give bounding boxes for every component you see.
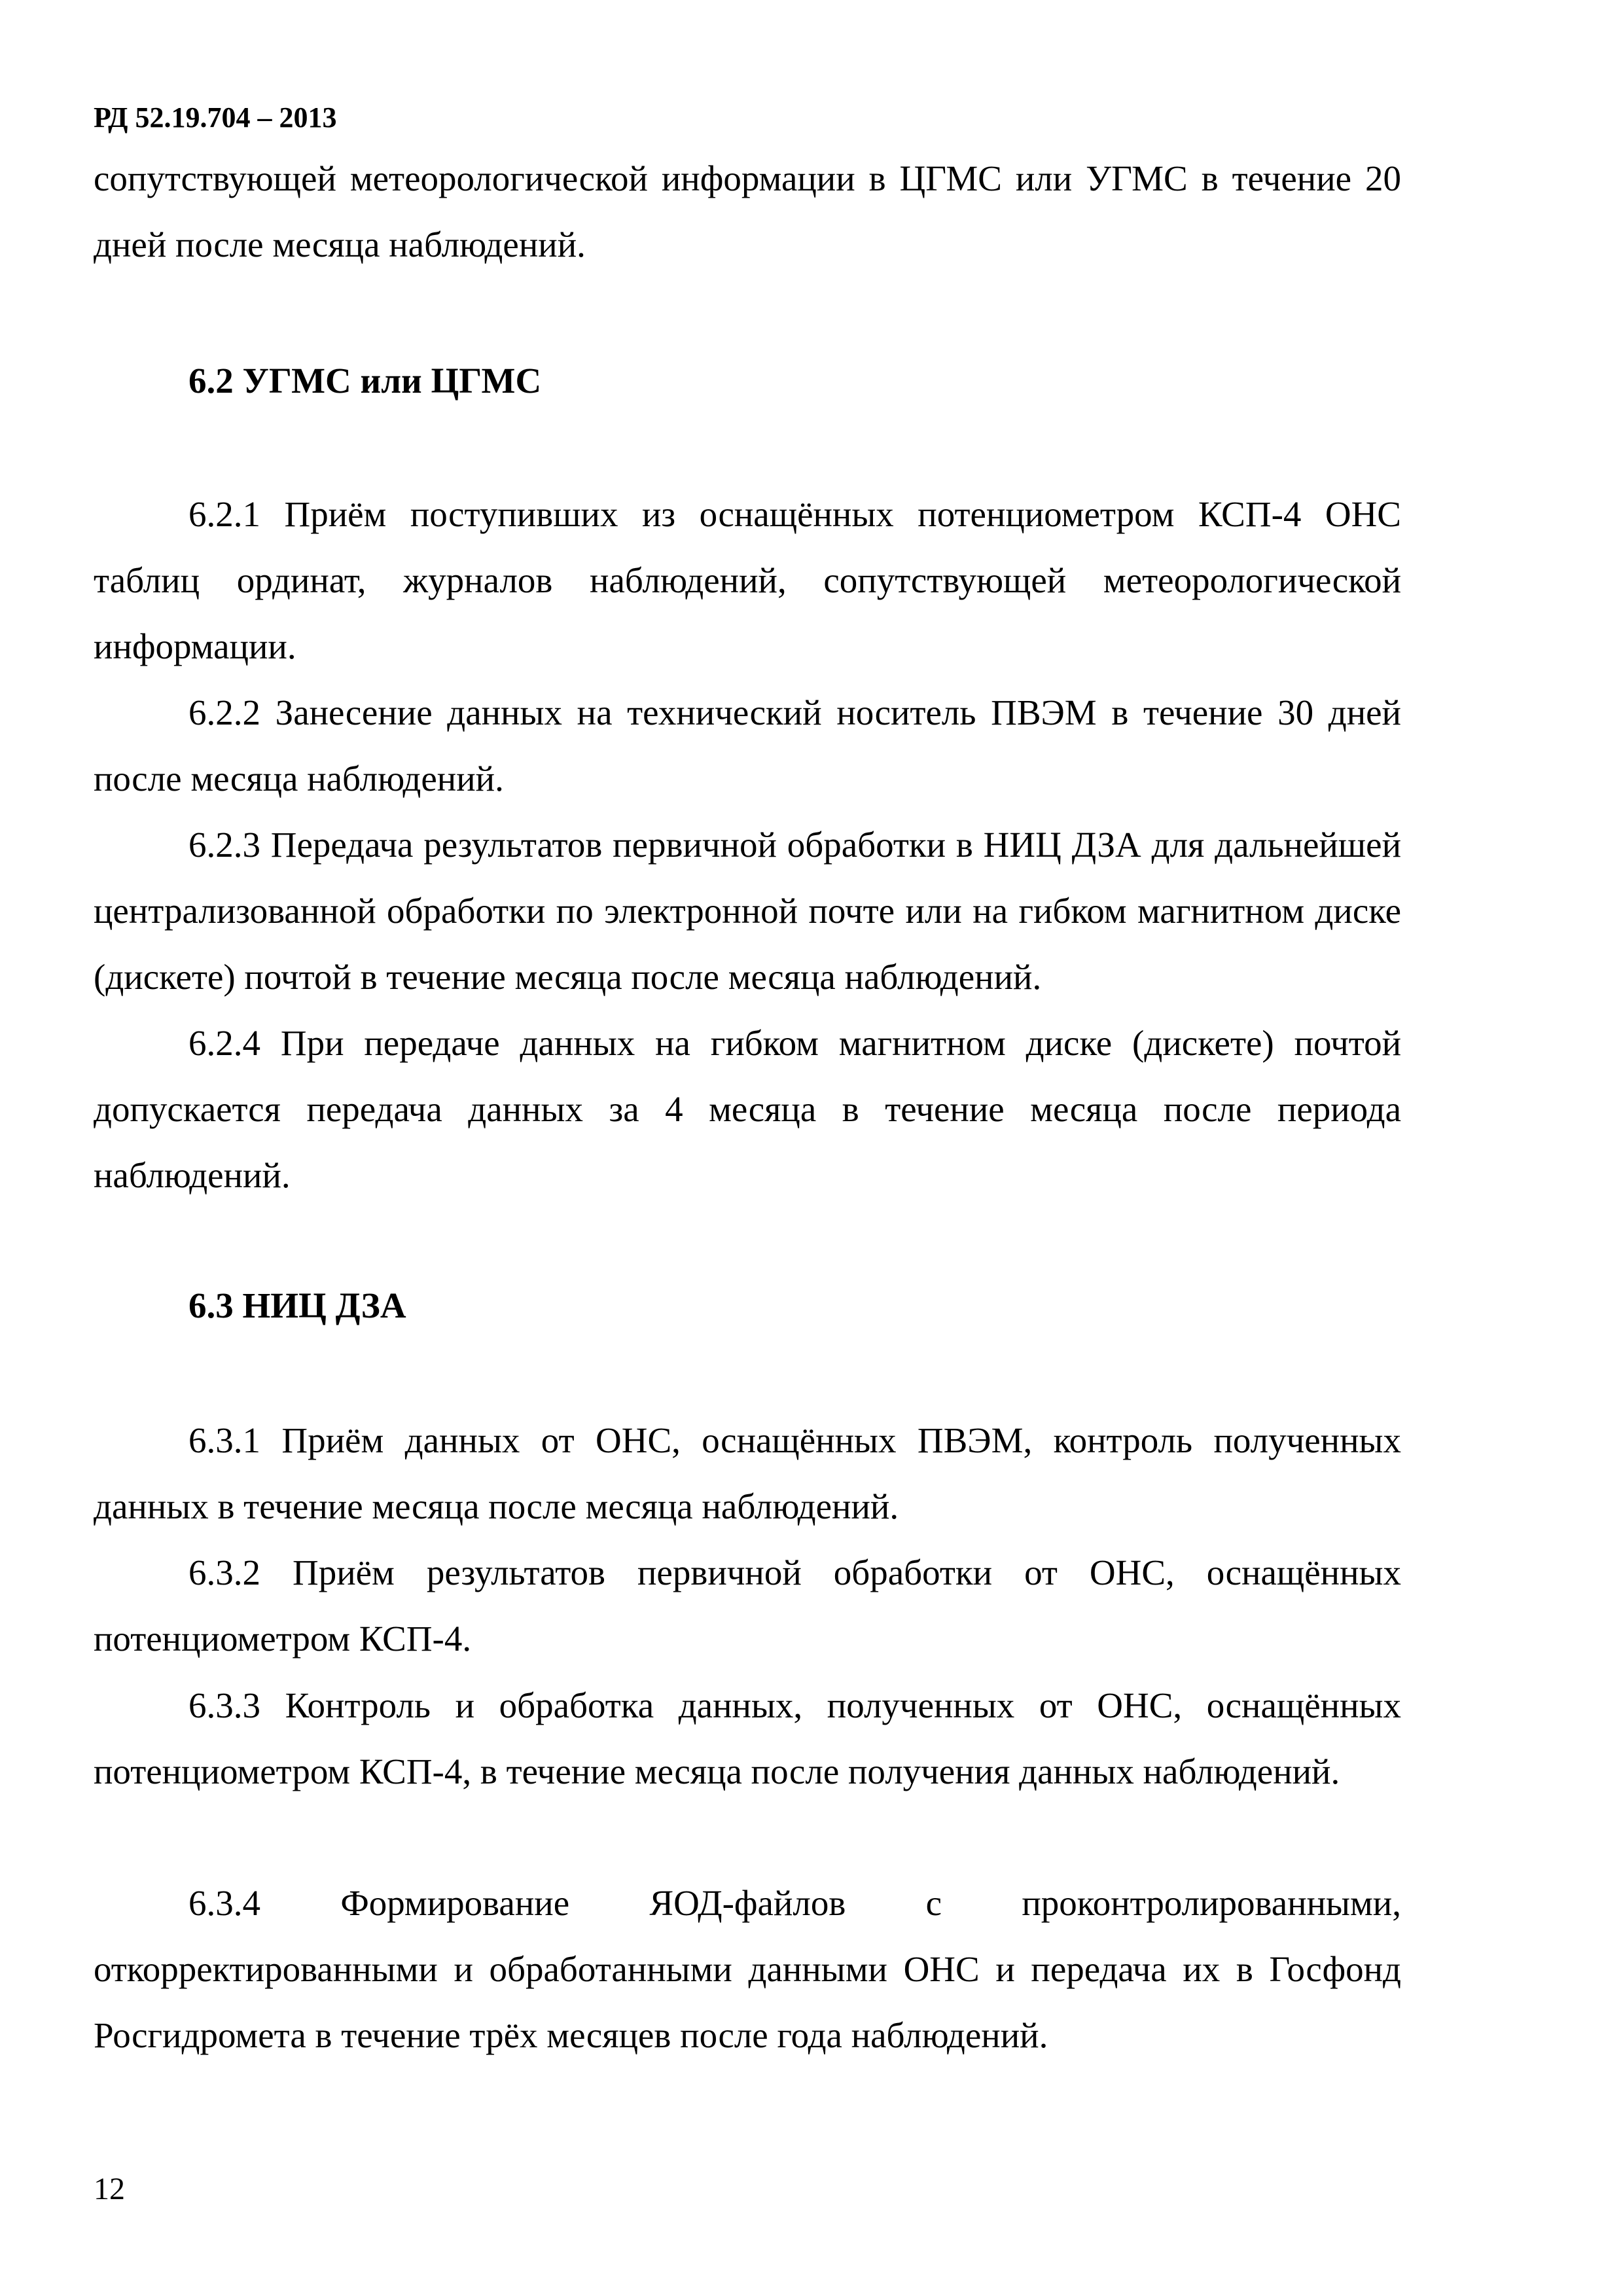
section-6-3-heading: 6.3 НИЦ ДЗА [188,1285,406,1325]
paragraph-6-3-1: 6.3.1 Приём данных от ОНС, оснащённых ПВЭМ, контроль полученных данных в течение месяца после месяца наблюдений. [94,1420,1401,1526]
paragraph-6-2-3: 6.2.3 Передача результатов первичной обработки в НИЦ ДЗА для дальнейшей централизованной обработки по электронной почте или на гибком магнитном диске (дискете) почтой в течение месяца после месяца наблюдений. [94,825,1401,997]
paragraph-6-2-4: 6.2.4 При передаче данных на гибком магнитном диске (дискете) почтой допускается передача данных за 4 месяца в течение месяца после периода наблюдений. [94,1023,1401,1195]
document-code-header: РД 52.19.704 – 2013 [94,101,337,134]
paragraph-6-3-3: 6.3.3 Контроль и обработка данных, полученных от ОНС, оснащённых потенциометром КСП-4, в течение месяца после получения данных наблюдений. [94,1685,1401,1791]
section-6-2-heading: 6.2 УГМС или ЦГМС [188,361,542,401]
intro-paragraph: сопутствующей метеорологической информации в ЦГМС или УГМС в течение 20 дней после месяца наблюдений. [94,158,1401,264]
paragraph-6-3-4: 6.3.4 Формирование ЯОД-файлов с проконтролированными, откорректированными и обработанными данными ОНС и передача их в Госфонд Росгидромета в течение трёх месяцев после года наблюдений. [94,1883,1401,2055]
paragraph-6-2-2: 6.2.2 Занесение данных на технический носитель ПВЭМ в течение 30 дней после месяца наблюдений. [94,692,1401,798]
page-number: 12 [94,2172,125,2206]
paragraph-6-2-1: 6.2.1 Приём поступивших из оснащённых потенциометром КСП-4 ОНС таблиц ординат, журналов наблюдений, сопутствующей метеорологической информации. [94,494,1401,666]
paragraph-6-3-2: 6.3.2 Приём результатов первичной обработки от ОНС, оснащённых потенциометром КСП-4. [94,1552,1401,1659]
